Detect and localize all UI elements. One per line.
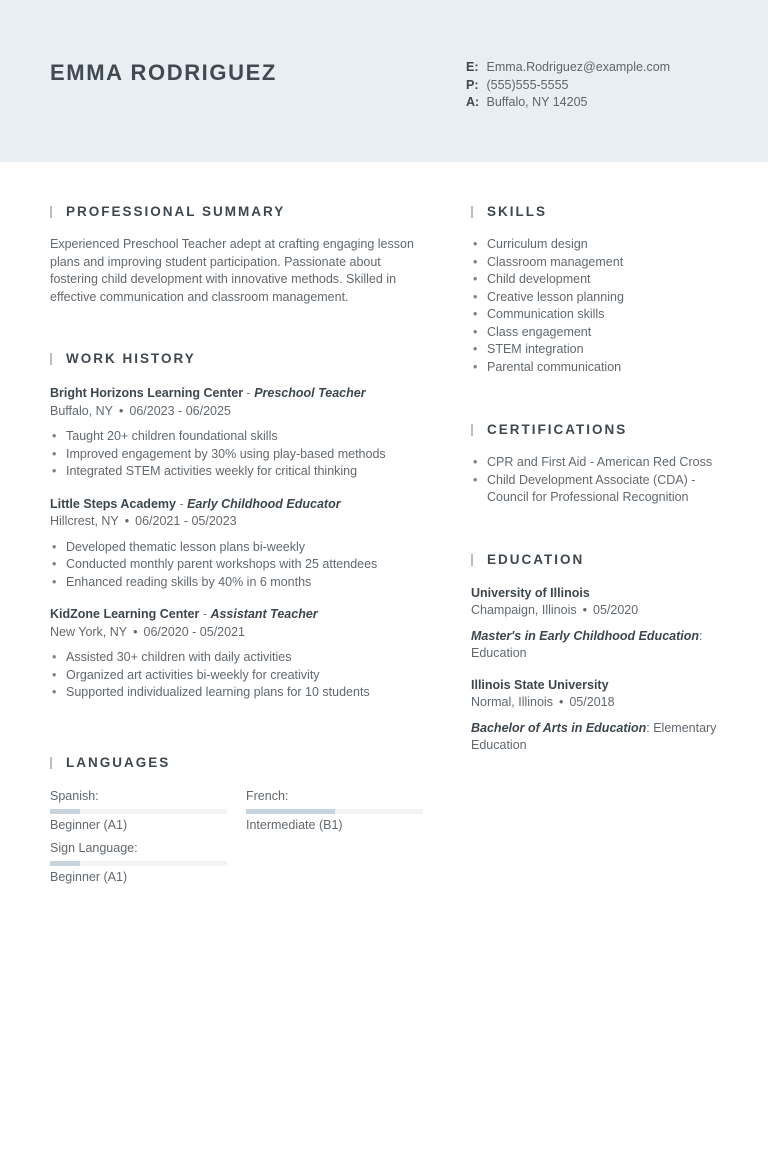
summary-title: PROFESSIONAL SUMMARY — [50, 203, 430, 221]
education-degree-line — [471, 628, 731, 663]
job-location: Hillcrest, NY — [50, 514, 119, 528]
job-bullets — [50, 428, 430, 481]
job-bullet: • Conducted monthly parent workshops with 25 attendees — [50, 556, 430, 574]
job-company: KidZone Learning Center — [50, 607, 200, 621]
education-field: : Elementary Education — [471, 720, 717, 752]
job-heading — [50, 606, 430, 624]
job-company: Bright Horizons Learning Center — [50, 386, 244, 400]
work-history-title: WORK HISTORY — [50, 350, 430, 368]
language-bar-track — [246, 809, 423, 814]
bullet-separator: • — [119, 403, 124, 418]
education-field: : Education — [471, 628, 703, 660]
job-meta — [50, 513, 430, 531]
education-school: University of Illinois — [471, 585, 590, 600]
language-bar-track — [50, 809, 227, 814]
job-bullet: • Enhanced reading skills by 40% in 6 months — [50, 574, 430, 592]
right-column — [471, 203, 731, 755]
job-location: Buffalo, NY — [50, 403, 114, 418]
languages-section — [50, 754, 430, 888]
job-role: Assistant Teacher — [210, 607, 318, 621]
skill-item: • Parental communication — [471, 359, 731, 377]
language-level: Beginner (A1) — [50, 869, 128, 884]
education-section — [471, 551, 731, 755]
job-bullet: • Supported individualized learning plans for 10 students — [50, 684, 430, 702]
language-bar-track — [50, 861, 227, 866]
skill-item: • Classroom management — [471, 254, 731, 272]
language-item — [246, 788, 423, 834]
skill-item: • Creative lesson planning — [471, 289, 731, 307]
job-dates: 06/2020 - 05/2021 — [143, 624, 245, 639]
certifications-title: CERTIFICATIONS — [471, 421, 731, 439]
education-school: Illinois State University — [471, 677, 609, 692]
job-bullet: • Organized art activities bi-weekly for creativity — [50, 667, 430, 685]
bullet-separator: • — [133, 624, 138, 639]
job-bullet: • Improved engagement by 30% using play-based methods — [50, 446, 430, 464]
summary-section — [50, 203, 430, 306]
certifications-list — [471, 454, 731, 507]
contact-phone-key: P: — [466, 77, 479, 92]
language-level: Beginner (A1) — [50, 817, 128, 832]
job-separator: - — [243, 386, 255, 400]
job-dates: 06/2023 - 06/2025 — [129, 403, 231, 418]
language-name: Spanish: — [50, 788, 99, 803]
certification-item: • Child Development Associate (CDA) - Council for Professional Recognition — [471, 472, 731, 507]
education-degree: Master's in Early Childhood Education — [471, 628, 700, 643]
summary-text: Experienced Preschool Teacher adept at crafting engaging lesson plans and improving student participation. Passionate about fostering child development with innovative methods. Skilled in effective communication and classroom management. — [50, 237, 414, 304]
job-bullets — [50, 539, 430, 592]
skills-title: SKILLS — [471, 203, 731, 221]
job-meta — [50, 403, 430, 421]
job-role: Preschool Teacher — [254, 386, 366, 400]
education-date: 05/2020 — [593, 603, 639, 617]
language-bar-fill — [50, 809, 80, 814]
skill-item: • Class engagement — [471, 324, 731, 342]
job-location: New York, NY — [50, 624, 128, 639]
skill-item: • Communication skills — [471, 306, 731, 324]
job-bullet: • Taught 20+ children foundational skills — [50, 428, 430, 446]
work-history-section — [50, 350, 430, 702]
education-degree: Bachelor of Arts in Education — [471, 720, 647, 735]
contact-email — [466, 59, 670, 77]
job-separator: - — [199, 607, 211, 621]
education-entry — [471, 677, 731, 755]
education-meta — [471, 694, 731, 712]
job-entry — [50, 496, 430, 592]
education-degree-line — [471, 720, 731, 755]
contact-address — [466, 94, 670, 112]
education-meta — [471, 602, 731, 620]
job-bullet: • Integrated STEM activities weekly for critical thinking — [50, 463, 430, 481]
job-entry — [50, 606, 430, 702]
language-bar-fill — [246, 809, 335, 814]
education-location: Normal, Illinois — [471, 695, 553, 709]
education-entry — [471, 585, 731, 663]
education-date: 05/2018 — [569, 695, 615, 709]
contact-email-value: Emma.Rodriguez@example.com — [486, 60, 671, 74]
skill-item: • Curriculum design — [471, 236, 731, 254]
job-company: Little Steps Academy — [50, 496, 176, 511]
contact-address-value: Buffalo, NY 14205 — [486, 95, 588, 109]
languages-grid — [50, 788, 423, 888]
contact-email-key: E: — [466, 60, 479, 74]
education-location: Champaign, Illinois — [471, 603, 577, 617]
job-role: Early Childhood Educator — [187, 496, 341, 511]
skill-item: • Child development — [471, 271, 731, 289]
candidate-name: EMMA RODRIGUEZ — [50, 60, 277, 85]
contact-phone-value: (555)555-5555 — [486, 77, 569, 92]
skills-list — [471, 236, 731, 376]
education-title: EDUCATION — [471, 551, 731, 569]
language-bar-fill — [50, 861, 80, 866]
left-column — [50, 203, 430, 888]
language-item — [50, 840, 227, 886]
skills-section — [471, 203, 731, 376]
job-bullets — [50, 649, 430, 702]
job-dates: 06/2021 - 05/2023 — [135, 514, 237, 528]
job-meta — [50, 624, 430, 642]
bullet-separator: • — [582, 603, 587, 617]
certification-item: • CPR and First Aid - American Red Cross — [471, 454, 731, 472]
bullet-separator: • — [124, 514, 130, 528]
language-name: French: — [246, 788, 289, 803]
skill-item: • STEM integration — [471, 341, 731, 359]
contact-info — [466, 59, 670, 112]
job-heading — [50, 385, 430, 403]
job-entry — [50, 385, 430, 481]
contact-phone — [466, 77, 670, 95]
contact-address-key: A: — [466, 95, 480, 109]
bullet-separator: • — [558, 695, 564, 709]
job-separator: - — [175, 496, 188, 511]
language-name: Sign Language: — [50, 840, 138, 855]
languages-title: LANGUAGES — [50, 754, 430, 772]
job-bullet: • Assisted 30+ children with daily activities — [50, 649, 430, 667]
language-item — [50, 788, 227, 834]
job-heading — [50, 496, 430, 514]
language-level: Intermediate (B1) — [246, 817, 343, 832]
certifications-section — [471, 421, 731, 507]
job-bullet: • Developed thematic lesson plans bi-weekly — [50, 539, 430, 557]
resume-header — [0, 0, 768, 162]
